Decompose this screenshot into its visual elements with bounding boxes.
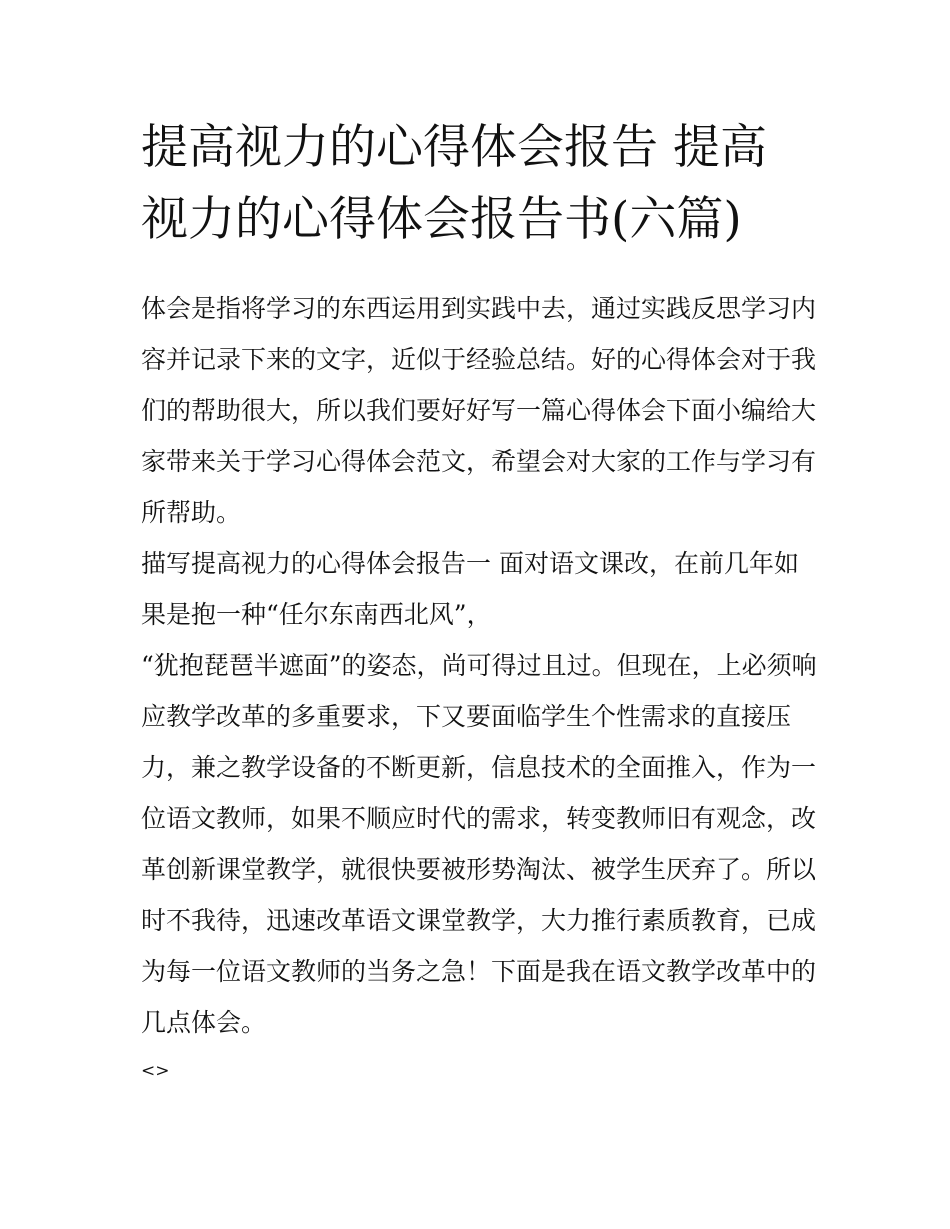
text-line: 描写提高视力的心得体会报告一 面对语文课改，在前几年如	[141, 549, 799, 578]
text-line: 所帮助。	[141, 498, 242, 527]
document-content	[141, 112, 817, 1086]
text-line: 位语文教师，如果不顺应时代的需求，转变教师旧有观念，改	[141, 804, 817, 833]
text-line: 为每一位语文教师的当务之急！下面是我在语文教学改革中的	[141, 957, 817, 986]
text-line: “犹抱琵琶半遮面”的姿态，尚可得过且过。但现在，上必须响	[141, 651, 817, 680]
text-line: 革创新课堂教学，就很快要被形势淘汰、被学生厌弃了。所以	[141, 855, 817, 884]
text-line: 几点体会。	[141, 1008, 267, 1037]
text-line: 容并记录下来的文字，近似于经验总结。好的心得体会对于我	[141, 345, 817, 374]
text-line: 时不我待，迅速改革语文课堂教学，大力推行素质教育，已成	[141, 906, 817, 935]
text-line: 体会是指将学习的东西运用到实践中去，通过实践反思学习内	[141, 294, 817, 323]
text-line: 果是抱一种“任尔东南西北风”，	[141, 600, 492, 629]
document-title	[141, 112, 813, 256]
title-line: 视力的心得体会报告书(六篇)	[141, 192, 742, 247]
text-line: 们的帮助很大，所以我们要好好写一篇心得体会下面小编给大	[141, 396, 817, 425]
text-line: 力，兼之教学设备的不断更新，信息技术的全面推入，作为一	[141, 753, 817, 782]
intro-paragraph	[141, 283, 817, 538]
title-spacer	[141, 256, 813, 283]
text-line: 应教学改革的多重要求，下又要面临学生个性需求的直接压	[141, 702, 792, 731]
title-line: 提高视力的心得体会报告 提高	[141, 120, 767, 175]
body-paragraph	[141, 538, 817, 1048]
text-line: 家带来关于学习心得体会范文，希望会对大家的工作与学习有	[141, 447, 817, 476]
end-marker: <>	[141, 1061, 170, 1081]
